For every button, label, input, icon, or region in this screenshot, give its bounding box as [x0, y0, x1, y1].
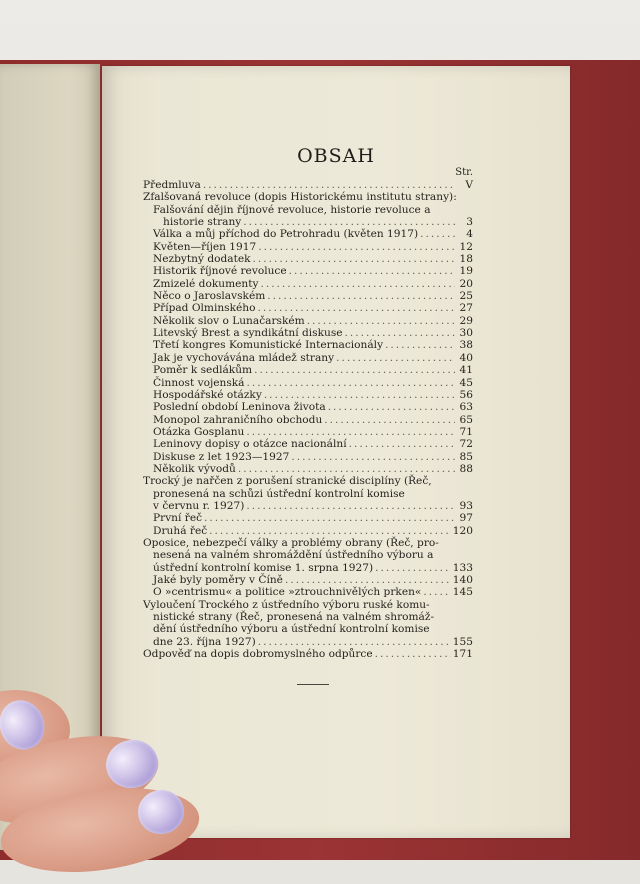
toc-entry	[143, 426, 473, 438]
toc-entries	[143, 179, 473, 660]
dot-leader	[238, 463, 455, 475]
section-divider	[297, 684, 329, 685]
toc-row	[143, 500, 473, 512]
dot-leader	[258, 241, 455, 253]
dot-leader	[307, 315, 455, 327]
toc-entry-label: Leninovy dopisy o otázce nacionální	[153, 438, 347, 451]
toc-entry-label: Poměr k sedlákům	[153, 364, 253, 377]
toc-entry-label: Něco o Jaroslavském	[153, 290, 266, 303]
dot-leader	[291, 451, 455, 463]
dot-leader	[385, 339, 455, 351]
dot-leader	[243, 216, 455, 228]
toc-row	[143, 302, 473, 314]
dot-leader	[423, 586, 450, 598]
toc-entry	[143, 377, 473, 389]
dot-leader	[260, 278, 455, 290]
toc-page-number: 120	[452, 524, 473, 537]
toc-entry-label: Otázka Gosplanu	[153, 425, 245, 438]
toc-page-number: 171	[452, 648, 473, 661]
toc-page-number: 27	[459, 302, 473, 315]
toc-entry-label: Poslední období Leninova života	[153, 401, 326, 414]
toc-page-number: 155	[452, 635, 473, 648]
toc-entry-label: První řeč	[153, 512, 203, 525]
toc-entry-label: dění ústředního výboru a ústřední kontrolní komise	[153, 623, 430, 636]
toc-entry-label: Případ Olminského	[153, 302, 256, 315]
toc-page-number: 40	[459, 351, 473, 364]
toc-entry-label: Falšování dějin říjnové revoluce, historie revoluce a	[153, 203, 431, 216]
toc-entry-label: Několik slov o Lunačarském	[153, 314, 305, 327]
toc-entry	[143, 463, 473, 475]
toc-entry	[143, 228, 473, 240]
dot-leader	[209, 525, 451, 537]
toc-entry-label: Hospodářské otázky	[153, 388, 262, 401]
toc-row	[143, 463, 473, 475]
toc-page-number: 145	[452, 586, 473, 599]
toc-entry-label: Jak je vychovávána mládež strany	[153, 351, 335, 364]
toc-entry-label: O »centrismu« a politice »ztrouchnivělých prken«	[153, 586, 422, 599]
dot-leader	[204, 512, 455, 524]
toc-row	[143, 216, 473, 228]
toc-entry	[143, 278, 473, 290]
toc-page-number: 19	[459, 265, 473, 278]
toc-entry	[143, 339, 473, 351]
toc-entry-label: Několik vývodů	[153, 462, 236, 475]
toc-entry-label: Činnost vojenská	[153, 376, 245, 389]
toc-page-number: 93	[459, 499, 473, 512]
toc-row	[143, 377, 473, 389]
toc-row	[143, 179, 473, 191]
toc-page-number: 12	[459, 240, 473, 253]
toc-entry	[143, 302, 473, 314]
toc-entry	[143, 648, 473, 660]
toc-row	[143, 389, 473, 401]
dot-leader	[267, 290, 455, 302]
toc-row	[143, 339, 473, 351]
toc-entry	[143, 414, 473, 426]
toc-row	[143, 278, 473, 290]
dot-leader	[254, 364, 455, 376]
toc-entry-label: Zmizelé dokumenty	[153, 277, 259, 290]
toc-page-number: 85	[459, 450, 473, 463]
toc-page-number: 88	[459, 462, 473, 475]
toc-page-number: 97	[459, 512, 473, 525]
page-title: OBSAH	[297, 145, 375, 167]
toc-row	[143, 265, 473, 277]
dot-leader	[336, 352, 455, 364]
toc-entry-label: historie strany	[163, 216, 242, 229]
dot-leader	[246, 500, 455, 512]
toc-page-number: 140	[452, 574, 473, 586]
toc-entry	[143, 401, 473, 413]
toc-entry	[143, 451, 473, 463]
toc-page-number: 72	[459, 438, 473, 451]
toc-entry-label: Třetí kongres Komunistické Internacionály	[153, 339, 384, 352]
toc-page-number: 65	[459, 413, 473, 426]
toc-row	[143, 253, 473, 265]
toc-row	[143, 426, 473, 438]
toc-page-number: 18	[459, 253, 473, 266]
toc-page-number: 38	[459, 339, 473, 352]
toc-row	[143, 352, 473, 364]
dot-leader	[253, 253, 455, 265]
toc-entry-label: ústřední kontrolní komise 1. srpna 1927)	[153, 561, 374, 574]
dot-leader	[246, 426, 455, 438]
dot-leader	[285, 574, 451, 586]
toc-row	[143, 290, 473, 302]
toc-entry	[143, 389, 473, 401]
toc-row	[143, 574, 473, 586]
toc-entry-label: Válka a můj příchod do Petrohradu (květen 1917)	[153, 228, 419, 241]
toc-entry-label: Odpověď na dopis dobromyslného odpůrce	[143, 648, 373, 661]
dot-leader	[349, 438, 455, 450]
toc-entry	[143, 253, 473, 265]
toc-entry-label: v červnu r. 1927)	[153, 499, 245, 512]
dot-leader	[257, 302, 455, 314]
toc-row	[143, 438, 473, 450]
toc-entry-label: nesená na valném shromáždění ústředního výboru a	[153, 549, 434, 562]
toc-page-number: 25	[459, 290, 473, 303]
toc-row	[143, 364, 473, 376]
toc-entry	[143, 512, 473, 524]
toc-entry	[143, 204, 473, 229]
toc-row	[143, 228, 473, 240]
dot-leader	[264, 389, 455, 401]
table-of-contents	[143, 167, 473, 660]
toc-entry	[143, 475, 473, 512]
toc-entry	[143, 537, 473, 574]
toc-row	[143, 451, 473, 463]
toc-entry	[143, 179, 473, 191]
dot-leader	[420, 228, 455, 240]
toc-row	[143, 562, 473, 574]
toc-entry-label: Litevský Brest a syndikátní diskuse	[153, 327, 343, 340]
dot-leader	[375, 648, 451, 660]
toc-entry-label: Vyloučení Trockého z ústředního výboru ruské komu-	[143, 598, 430, 611]
dot-leader	[258, 636, 451, 648]
toc-entry	[143, 525, 473, 537]
toc-page-number: 29	[459, 314, 473, 327]
toc-page-number: 41	[459, 364, 473, 377]
toc-entry	[143, 574, 473, 586]
toc-page-number: 71	[459, 425, 473, 438]
toc-entry-label: Nezbytný dodatek	[153, 253, 251, 266]
page-column-header: Str.	[455, 167, 473, 178]
dot-leader	[324, 414, 455, 426]
toc-page-number: 20	[459, 277, 473, 290]
dot-leader	[289, 265, 455, 277]
toc-page-number: 133	[452, 561, 473, 574]
toc-page-number: 30	[459, 327, 473, 340]
toc-entry-label: dne 23. října 1927)	[153, 635, 256, 648]
toc-entry	[143, 352, 473, 364]
dot-leader	[328, 401, 455, 413]
toc-entry	[143, 191, 473, 203]
toc-entry-label: Květen—říjen 1917	[153, 240, 257, 253]
toc-row	[143, 401, 473, 413]
dot-leader	[345, 327, 455, 339]
toc-page-number: 56	[459, 388, 473, 401]
toc-entry	[143, 438, 473, 450]
toc-row	[143, 315, 473, 327]
toc-entry	[143, 586, 473, 598]
toc-entry-label: Trocký je nařčen z porušení stranické disciplíny (Řeč,	[143, 475, 432, 488]
dot-leader	[375, 562, 451, 574]
dot-leader	[247, 377, 456, 389]
toc-entry	[143, 599, 473, 648]
dot-leader	[203, 179, 455, 191]
toc-entry	[143, 364, 473, 376]
toc-row	[143, 648, 473, 660]
toc-entry-label: Jaké byly poměry v Číně	[153, 574, 283, 586]
toc-entry-label: Diskuse z let 1923—1927	[153, 450, 290, 463]
toc-entry-label: Historik říjnové revoluce	[153, 265, 287, 278]
toc-entry	[143, 315, 473, 327]
toc-entry	[143, 290, 473, 302]
toc-row	[143, 512, 473, 524]
toc-entry	[143, 265, 473, 277]
toc-row	[143, 241, 473, 253]
toc-page-number: V	[465, 179, 473, 191]
toc-entry-label: Oposice, nebezpečí války a problémy obrany (Řeč, pro-	[143, 536, 439, 549]
toc-page-number: 45	[459, 376, 473, 389]
toc-entry-label: Předmluva	[143, 179, 201, 191]
toc-entry-label: pronesená na schůzi ústřední kontrolní komise	[153, 487, 405, 500]
toc-row	[143, 525, 473, 537]
toc-entry-label: nistické strany (Řeč, pronesená na valném shromáž-	[153, 611, 435, 624]
toc-page-number: 3	[466, 216, 473, 229]
toc-row	[143, 414, 473, 426]
toc-row	[143, 586, 473, 598]
toc-row	[143, 327, 473, 339]
toc-row	[143, 636, 473, 648]
toc-entry-label: Zfalšovaná revoluce (dopis Historickému institutu strany):	[143, 191, 457, 204]
toc-page-number: 4	[466, 228, 473, 241]
toc-entry	[143, 241, 473, 253]
toc-page-number: 63	[459, 401, 473, 414]
toc-entry-label: Monopol zahraničního obchodu	[153, 413, 323, 426]
toc-entry-label: Druhá řeč	[153, 524, 208, 537]
toc-entry	[143, 327, 473, 339]
